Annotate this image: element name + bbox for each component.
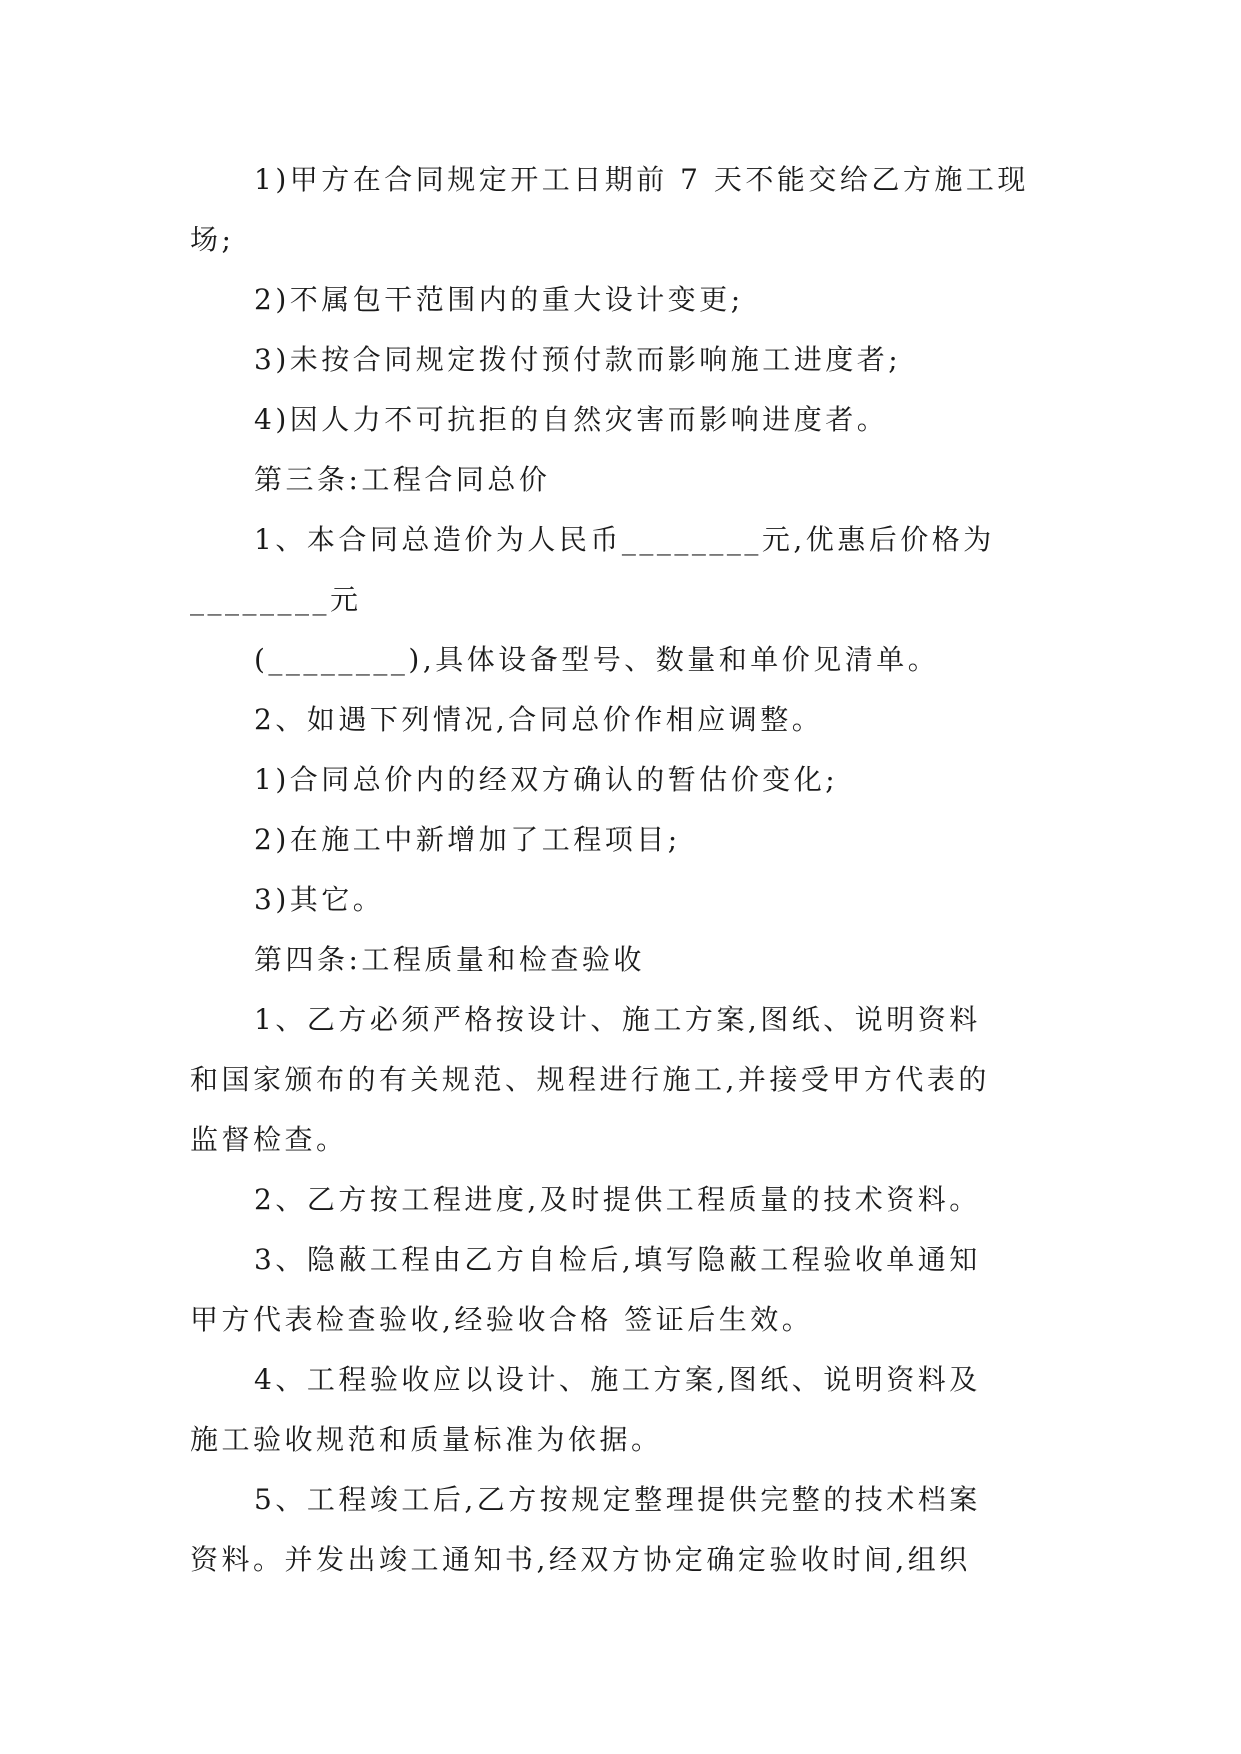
section-heading: 第四条:工程质量和检查验收 (254, 943, 645, 976)
paragraph-line: 4、工程验收应以设计、施工方案,图纸、说明资料及 (254, 1363, 981, 1396)
paragraph-line: 1、乙方必须严格按设计、施工方案,图纸、说明资料 (254, 1003, 981, 1036)
paragraph-line: 2)不属包干范围内的重大设计变更; (254, 283, 744, 316)
paragraph-line: 和国家颁布的有关规范、规程进行施工,并接受甲方代表的 (190, 1063, 990, 1096)
paragraph-line: 3)未按合同规定拨付预付款而影响施工进度者; (254, 343, 902, 376)
paragraph-line: 3、隐蔽工程由乙方自检后,填写隐蔽工程验收单通知 (254, 1243, 981, 1276)
paragraph-line: 资料。并发出竣工通知书,经双方协定确定验收时间,组织 (190, 1543, 971, 1576)
paragraph-line: 施工验收规范和质量标准为依据。 (190, 1423, 663, 1456)
paragraph-line: 2、如遇下列情况,合同总价作相应调整。 (254, 703, 824, 736)
paragraph-line: 2)在施工中新增加了工程项目; (254, 823, 681, 856)
paragraph-line: 甲方代表检查验收,经验收合格 签证后生效。 (190, 1303, 814, 1336)
paragraph-line: 场; (190, 223, 235, 256)
paragraph-line: 5、工程竣工后,乙方按规定整理提供完整的技术档案 (254, 1483, 981, 1516)
paragraph-line: 监督检查。 (190, 1123, 348, 1156)
paragraph-line: 3)其它。 (254, 883, 385, 916)
paragraph-line: 4)因人力不可抗拒的自然灾害而影响进度者。 (254, 403, 889, 436)
section-heading: 第三条:工程合同总价 (254, 463, 551, 496)
paragraph-line: 2、乙方按工程进度,及时提供工程质量的技术资料。 (254, 1183, 981, 1216)
paragraph-line: 1)合同总价内的经双方确认的暂估价变化; (254, 763, 839, 796)
paragraph-line: ________元 (190, 583, 362, 616)
document-page (190, 150, 1060, 1590)
paragraph-line: 1、本合同总造价为人民币________元,优惠后价格为 (254, 523, 995, 556)
paragraph-line: 1)甲方在合同规定开工日期前 7 天不能交给乙方施工现 (254, 163, 1029, 196)
paragraph-line: (________),具体设备型号、数量和单价见清单。 (254, 643, 940, 676)
